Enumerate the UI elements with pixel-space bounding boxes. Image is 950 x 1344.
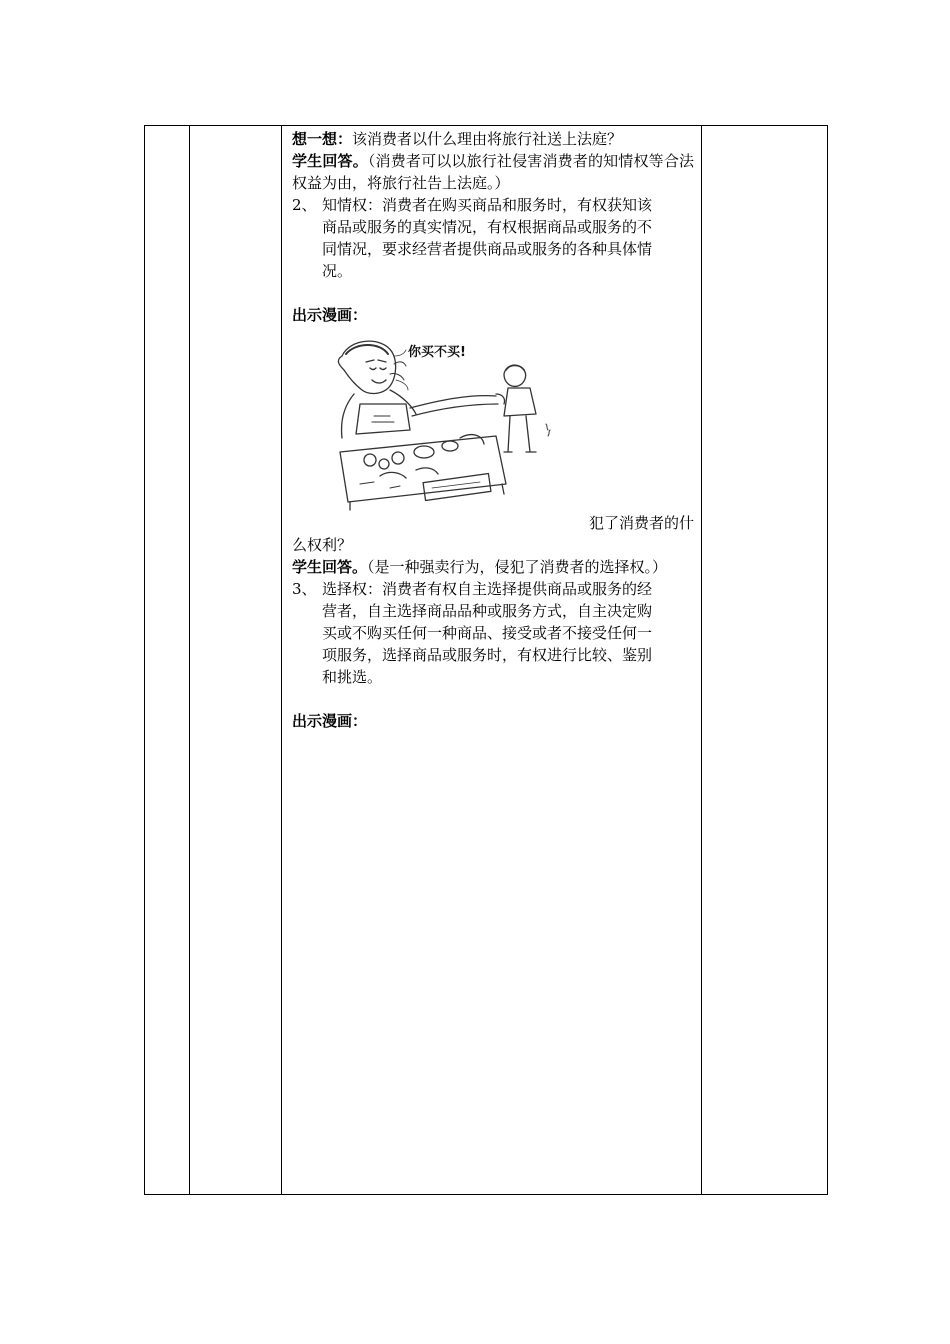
comic-speech-text: 你买不买! [408,345,466,360]
item-line: 商品或服务的真实情况，有权根据商品或服务的不 [322,218,653,236]
item-line: 况。 [322,262,353,280]
column-divider [701,126,702,1194]
answer-text: （是一种强卖行为，侵犯了消费者的选择权。） [367,558,668,576]
show-comic-label: 出示漫画： [292,306,368,324]
answer-label: 学生回答。 [292,558,368,576]
column-divider [281,126,282,1194]
answer-text: （消费者可以以旅行社侵害消费者的知情权等合法权益为由，将旅行社告上法庭。） [292,152,694,192]
question-fragment-right: 犯了消费者的什 [588,514,694,532]
student-answer-paragraph-2 [292,556,694,578]
comic-illustration [292,334,694,512]
comic-question-row [292,512,694,534]
right-item-3 [292,578,694,688]
item-line: 营者，自主选择商品品种或服务方式，自主决定购 [322,602,653,620]
item-line: 知情权：消费者在购买商品和服务时，有权获知该 [322,196,653,214]
student-answer-paragraph [292,150,694,194]
item-line: 项服务，选择商品或服务时，有权进行比较、鉴别 [322,646,653,664]
item-number: 3、 [292,580,317,598]
column-divider [189,126,190,1194]
comic-vendor-drawing [320,334,580,512]
question-line-2: 么权利？ [292,536,353,554]
answer-label: 学生回答。 [292,152,368,170]
item-line: 买或不购买任何一种商品、接受或者不接受任何一 [322,624,653,642]
item-line: 和挑选。 [322,668,383,686]
think-label: 想一想： [292,130,353,148]
item-number: 2、 [292,196,317,214]
lesson-content-cell [292,128,694,732]
show-comic-label-2: 出示漫画： [292,712,368,730]
right-item-2 [292,194,694,282]
think-question: 该消费者以什么理由将旅行社送上法庭？ [352,130,623,148]
item-line: 选择权：消费者有权自主选择提供商品或服务的经 [322,580,653,598]
think-question-paragraph [292,128,694,150]
item-line: 同情况，要求经营者提供商品或服务的各种具体情 [322,240,653,258]
